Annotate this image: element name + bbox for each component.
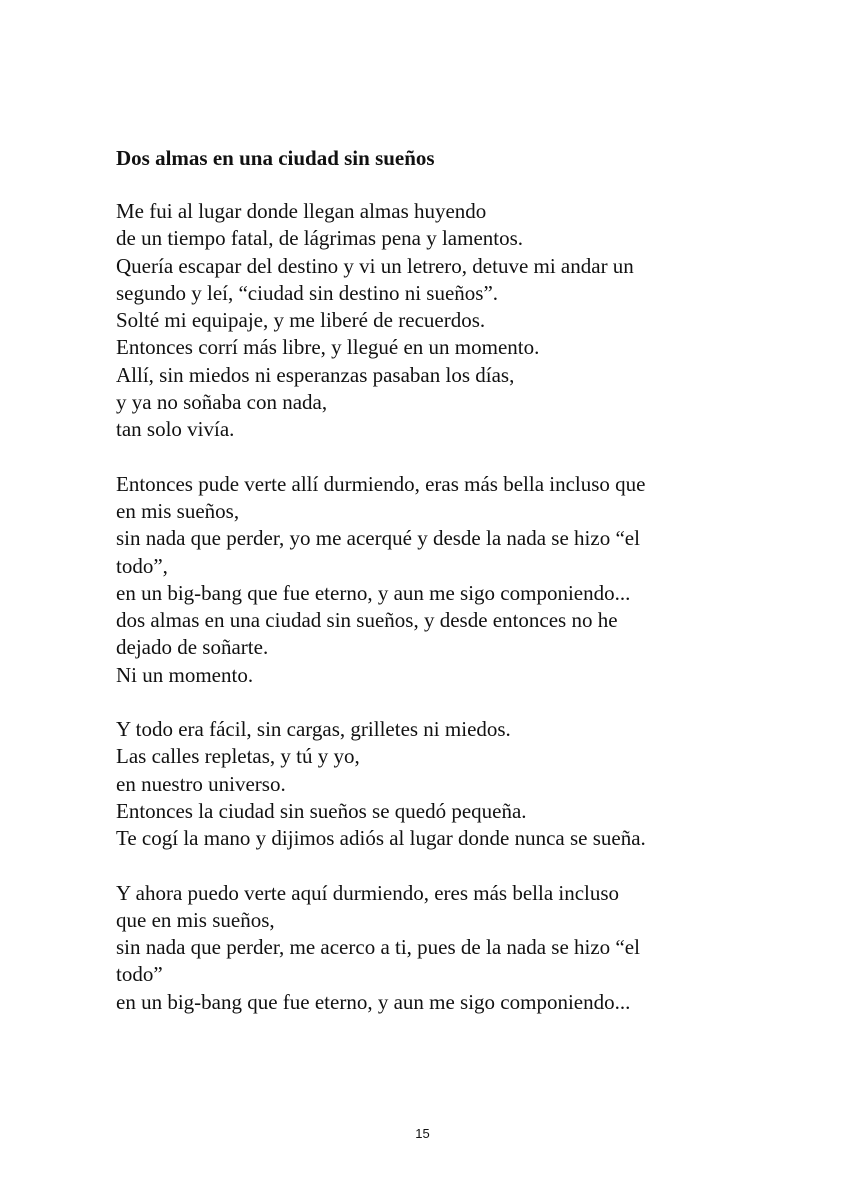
- stanza-2: [116, 471, 746, 689]
- poem-body: [116, 198, 746, 1043]
- verse-line: todo”: [116, 962, 163, 987]
- poem-title: Dos almas en una ciudad sin sueños: [116, 146, 435, 170]
- verse-line: en mis sueños,: [116, 498, 240, 523]
- verse-line: en un big-bang que fue eterno, y aun me sigo componiendo...: [116, 989, 631, 1014]
- verse-line: Entonces corrí más libre, y llegué en un momento.: [116, 335, 540, 360]
- page-number: 15: [415, 1126, 430, 1141]
- verse-line: que en mis sueños,: [116, 907, 275, 932]
- verse-line: Solté mi equipaje, y me liberé de recuerdos.: [116, 308, 486, 333]
- stanza-3: [116, 716, 746, 852]
- verse-line: dejado de soñarte.: [116, 635, 269, 660]
- verse-line: Las calles repletas, y tú y yo,: [116, 744, 360, 769]
- verse-line: en nuestro universo.: [116, 771, 286, 796]
- stanza-1: [116, 198, 746, 444]
- stanza-4: [116, 880, 746, 1016]
- verse-line: Entonces pude verte allí durmiendo, eras más bella incluso que: [116, 471, 646, 496]
- verse-line: Quería escapar del destino y vi un letrero, detuve mi andar un: [116, 253, 634, 278]
- verse-line: Ni un momento.: [116, 662, 254, 687]
- verse-line: de un tiempo fatal, de lágrimas pena y lamentos.: [116, 226, 524, 251]
- verse-line: Allí, sin miedos ni esperanzas pasaban los días,: [116, 362, 515, 387]
- verse-line: en un big-bang que fue eterno, y aun me sigo componiendo...: [116, 580, 631, 605]
- verse-line: segundo y leí, “ciudad sin destino ni sueños”.: [116, 280, 499, 305]
- verse-line: sin nada que perder, me acerco a ti, pues de la nada se hizo “el: [116, 935, 640, 960]
- verse-line: Entonces la ciudad sin sueños se quedó pequeña.: [116, 798, 527, 823]
- verse-line: Me fui al lugar donde llegan almas huyendo: [116, 199, 487, 223]
- verse-line: todo”,: [116, 553, 168, 578]
- verse-line: Y ahora puedo verte aquí durmiendo, eres más bella incluso: [116, 880, 620, 905]
- verse-line: dos almas en una ciudad sin sueños, y desde entonces no he: [116, 608, 618, 633]
- verse-line: Y todo era fácil, sin cargas, grilletes ni miedos.: [116, 717, 511, 742]
- verse-line: tan solo vivía.: [116, 417, 235, 442]
- verse-line: y ya no soñaba con nada,: [116, 390, 328, 415]
- verse-line: Te cogí la mano y dijimos adiós al lugar donde nunca se sueña.: [116, 826, 646, 851]
- verse-line: sin nada que perder, yo me acerqué y desde la nada se hizo “el: [116, 526, 640, 551]
